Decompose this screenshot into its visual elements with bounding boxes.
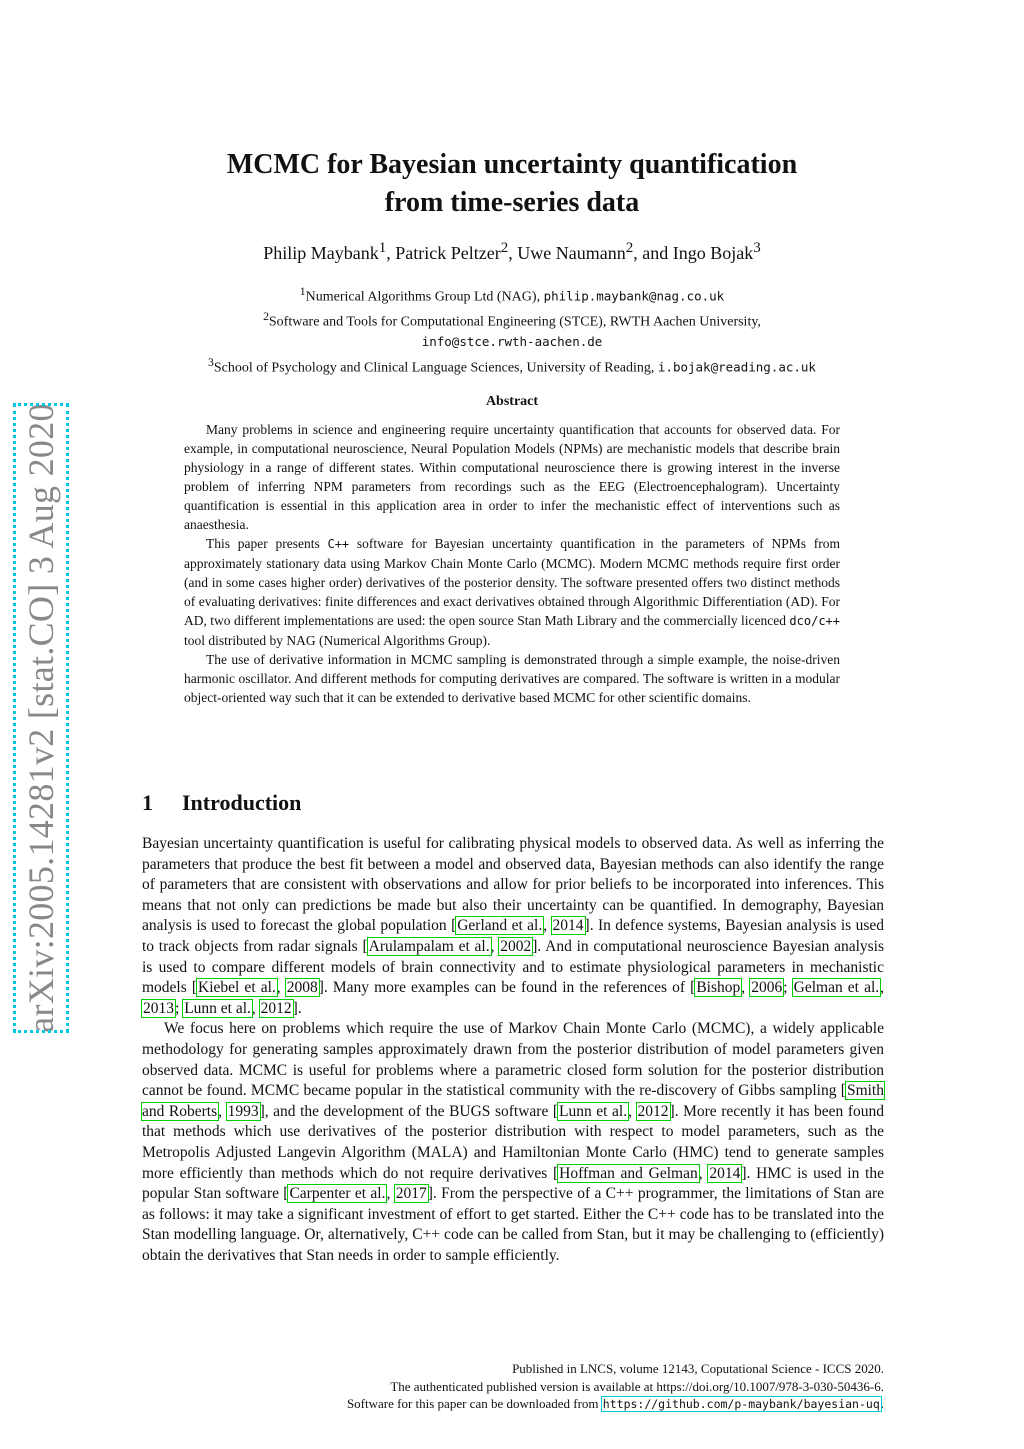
citation-link[interactable]: Gerland et al.	[457, 917, 543, 935]
email-link[interactable]: i.bojak@reading.ac.uk	[657, 359, 816, 375]
citation-link[interactable]: Lunn et al.	[184, 999, 251, 1017]
affiliation-text: Software and Tools for Computational Engineering (STCE), RWTH Aachen University,	[268, 314, 761, 330]
citation-link[interactable]: Smith and Roberts	[142, 1082, 884, 1120]
body-text: ]. More recently it has been found that methods which use derivatives of the posterior distribution with respect to model parameters, such as the Metropolis Adjusted Langevin Algorithm (MALA) and Hamiltonian Monte Carlo (HMC) tend to generate samples more efficiently than methods which do not require derivatives [	[142, 1102, 885, 1182]
abstract-paragraph	[184, 534, 840, 650]
citation-year-link[interactable]: 1993	[227, 1102, 259, 1120]
author-name: Uwe Naumann	[517, 243, 626, 263]
citation-link[interactable]: Kiebel et al.	[198, 979, 276, 997]
affiliation-mark: 1	[299, 285, 306, 298]
section-number: 1	[142, 790, 153, 815]
citation-year-link[interactable]: 2013	[143, 999, 174, 1017]
affiliation-text: Numerical Algorithms Group Ltd (NAG),	[305, 289, 544, 305]
citation-link[interactable]: Lunn et al.	[559, 1102, 628, 1120]
section-title: Introduction	[182, 790, 302, 815]
author-name: Philip Maybank	[263, 243, 379, 263]
author-affil-mark: 2	[625, 240, 634, 256]
footnote-text: .	[880, 1396, 884, 1411]
abstract-heading: Abstract	[485, 394, 539, 409]
abstract-text: tool distributed by NAG (Numerical Algorithms Group).	[184, 633, 491, 648]
body-text: ]. And in computational neuroscience Bayesian analysis is used to compare different models of brain connectivity and to estimate physiological parameters in mechanistic models [	[142, 937, 885, 997]
citation-year-link[interactable]: 2014	[552, 917, 584, 935]
author-affil-mark: 3	[753, 240, 761, 256]
author-list	[120, 240, 904, 264]
body-text: ]. Many more examples can be found in the references of [	[318, 979, 696, 997]
email-link[interactable]: philip.maybank@nag.co.uk	[543, 288, 725, 304]
author-separator: ,	[508, 243, 518, 263]
affiliation-2	[140, 307, 884, 332]
section-body	[142, 834, 884, 1266]
citation-year-link[interactable]: 2008	[286, 979, 318, 997]
affiliation-mark: 3	[208, 355, 214, 369]
body-text: ]. From the perspective of a C++ programmer, the limitations of Stan are as follows: it may take a significant investment of effort to get started. Either the C++ code has to be translated into the Stan modelling language. Or, alternatively, C++ code can be called from Stan, but it may be challenging to (efficiently) obtain the derivatives that Stan needs in order to sample efficiently.	[142, 1185, 884, 1264]
author-affil-mark: 1	[378, 240, 387, 256]
author-name: Patrick Peltzer	[395, 243, 501, 263]
citation-year-link[interactable]: 2014	[709, 1164, 741, 1182]
citation-year-link[interactable]: 2012	[637, 1102, 669, 1120]
body-text: We focus here on problems which require the use of Markov Chain Monte Carlo (MCMC), a widely applicable methodology for generating samples approximately drawn from the posterior distribution of model parameters given observed data. MCMC is useful for problems where a parametric closed form solution for the posterior distribution cannot be found. MCMC became popular in the statistical community with the re-discovery of Gibbs sampling [	[142, 1020, 884, 1100]
body-text: ].	[292, 999, 302, 1017]
footnote-text: Software for this paper can be downloaded from	[346, 1396, 602, 1411]
citation-link[interactable]: Gelman et al.	[793, 979, 880, 997]
body-text: ], and the development of the BUGS software [	[259, 1102, 559, 1120]
section-heading	[142, 790, 642, 816]
affiliation-1	[140, 282, 884, 307]
abstract-paragraph: Many problems in science and engineering require uncertainty quantification that accounts for observed data. For example, in computational neuroscience, Neural Population Models (NPMs) are mechanistic models that describe brain physiology in a range of different states. Within computational neuroscience there is growing interest in the inverse problem of inferring NPM parameters from recordings such as the EEG (Electroencephalogram). Uncertainty quantification is essential in this application area in order to infer the mechanistic effect of interventions such as anaesthesia.	[184, 422, 840, 532]
author-name: Ingo Bojak	[672, 243, 754, 263]
citation-link[interactable]: Carpenter et al.	[289, 1185, 386, 1203]
author-affil-mark: 2	[500, 240, 509, 256]
email-link[interactable]: info@stce.rwth-aachen.de	[421, 334, 603, 350]
citation-year-link[interactable]: 2017	[395, 1185, 427, 1203]
publication-footnote	[142, 1360, 884, 1414]
code-term: C++	[327, 537, 350, 551]
code-term: dco/c++	[789, 614, 840, 628]
body-text: ]. HMC is used in the popular Stan software [	[142, 1164, 884, 1203]
abstract-text: This paper presents	[206, 536, 328, 551]
arxiv-id-text: arXiv:2005.14281v2 [stat.CO] 3 Aug 2020	[21, 403, 61, 1033]
affiliations	[140, 282, 884, 378]
affiliation-2-email-row	[140, 332, 884, 353]
abstract-body	[184, 420, 840, 707]
paper-title	[120, 146, 904, 222]
body-paragraph: We focus here on problems which require the use of Markov Chain Monte Carlo (MCMC), a widely applicable methodology for generating samples approximately drawn from the posterior distribution of model parameters given observed data. MCMC is useful for problems where a parametric closed form solution for the posterior distribution cannot be found. MCMC became popular in the statistical community with the re-discovery of Gibbs sampling [Smith and Roberts, 1993], and the development of the BUGS software [Lunn et al., 2012]. More recently it has been found that methods which use derivatives of the posterior distribution with respect to model parameters, such as the Metropolis Adjusted Langevin Algorithm (MALA) and Hamiltonian Monte Carlo (HMC) tend to generate samples more efficiently than methods which do not require derivatives [Hoffman and Gelman, 2014]. HMC is used in the popular Stan software [Carpenter et al., 2017]. From the perspective of a C++ programmer, the limitations of Stan are as follows: it may take a significant investment of effort to get started. Either the C++ code has to be translated into the Stan modelling language. Or, alternatively, C++ code can be called from Stan, but it may be challenging to (efficiently) obtain the derivatives that Stan needs in order to sample efficiently.	[142, 1020, 885, 1264]
author-separator: , and	[633, 243, 673, 263]
arxiv-identifier-stamp[interactable]	[18, 403, 64, 1033]
affiliation-3	[140, 353, 884, 378]
body-text: Bayesian uncertainty quantification is useful for calibrating physical models to observed data. As well as inferring the parameters that produce the best fit between a model and observed data, Bayesian methods can also identify the range of parameters that are consistent with observations and allow for prior beliefs to be incorporated into inferences. This means that not only can predictions be made but also their uncertainty can be quantified. In demography, Bayesian analysis is used to forecast the global population [	[142, 835, 884, 935]
citation-link[interactable]: Hoffman and Gelman	[559, 1164, 698, 1182]
affiliation-text: School of Psychology and Clinical Language Sciences, University of Reading,	[213, 360, 658, 376]
citation-link[interactable]: Bishop	[696, 979, 741, 997]
body-text: ]. In defence systems, Bayesian analysis is used to track objects from radar signals [	[142, 917, 885, 955]
title-line-2: from time-series data	[384, 187, 640, 218]
citation-link[interactable]: Arulampalam et al.	[368, 937, 490, 955]
citation-year-link[interactable]: 2012	[260, 999, 292, 1017]
author-separator: ,	[386, 243, 396, 263]
footnote-line	[142, 1395, 884, 1414]
affiliation-mark: 2	[263, 310, 269, 324]
citation-year-link[interactable]: 2002	[500, 937, 532, 955]
body-paragraph: Bayesian uncertainty quantification is useful for calibrating physical models to observed data. As well as inferring the parameters that produce the best fit between a model and observed data, Bayesian methods can also identify the range of parameters that are consistent with observations and allow for prior beliefs to be incorporated into inferences. This means that not only can predictions be made but also their uncertainty can be quantified. In demography, Bayesian analysis is used to forecast the global population [Gerland et al., 2014]. In defence systems, Bayesian analysis is used to track objects from radar signals [Arulampalam et al., 2002]. And in computational neuroscience Bayesian analysis is used to compare different models of brain connectivity and to estimate physiological parameters in mechanistic models [Kiebel et al., 2008]. Many more examples can be found in the references of [Bishop, 2006; Gelman et al., 2013; Lunn et al., 2012].	[142, 835, 885, 1017]
citation-year-link[interactable]: 2006	[751, 979, 783, 997]
footnote-line: Published in LNCS, volume 12143, Coputational Science - ICCS 2020.	[512, 1361, 884, 1376]
footnote-line: The authenticated published version is available at https://doi.org/10.1007/978-3-030-50436-6.	[390, 1378, 884, 1394]
abstract-paragraph: The use of derivative information in MCMC sampling is demonstrated through a simple example, the noise-driven harmonic oscillator. And different methods for computing derivatives are compared. The software is written in a modular object-oriented way such that it can be extended to derivative based MCMC for other scientific domains.	[184, 652, 840, 705]
software-url-link[interactable]: https://github.com/p-maybank/bayesian-uq	[602, 1397, 880, 1411]
title-line-1: MCMC for Bayesian uncertainty quantification	[226, 149, 798, 180]
abstract-text: software for Bayesian uncertainty quantification in the parameters of NPMs from approximately stationary data using Markov Chain Monte Carlo (MCMC). Modern MCMC methods require first order (and in some cases higher order) derivatives of the posterior density. The software presented offers two distinct methods of evaluating derivatives: finite differences and exact derivatives obtained through Algorithmic Differentiation (AD). For AD, two different implementations are used: the open source Stan Math Library and the commercially licenced	[184, 536, 840, 628]
